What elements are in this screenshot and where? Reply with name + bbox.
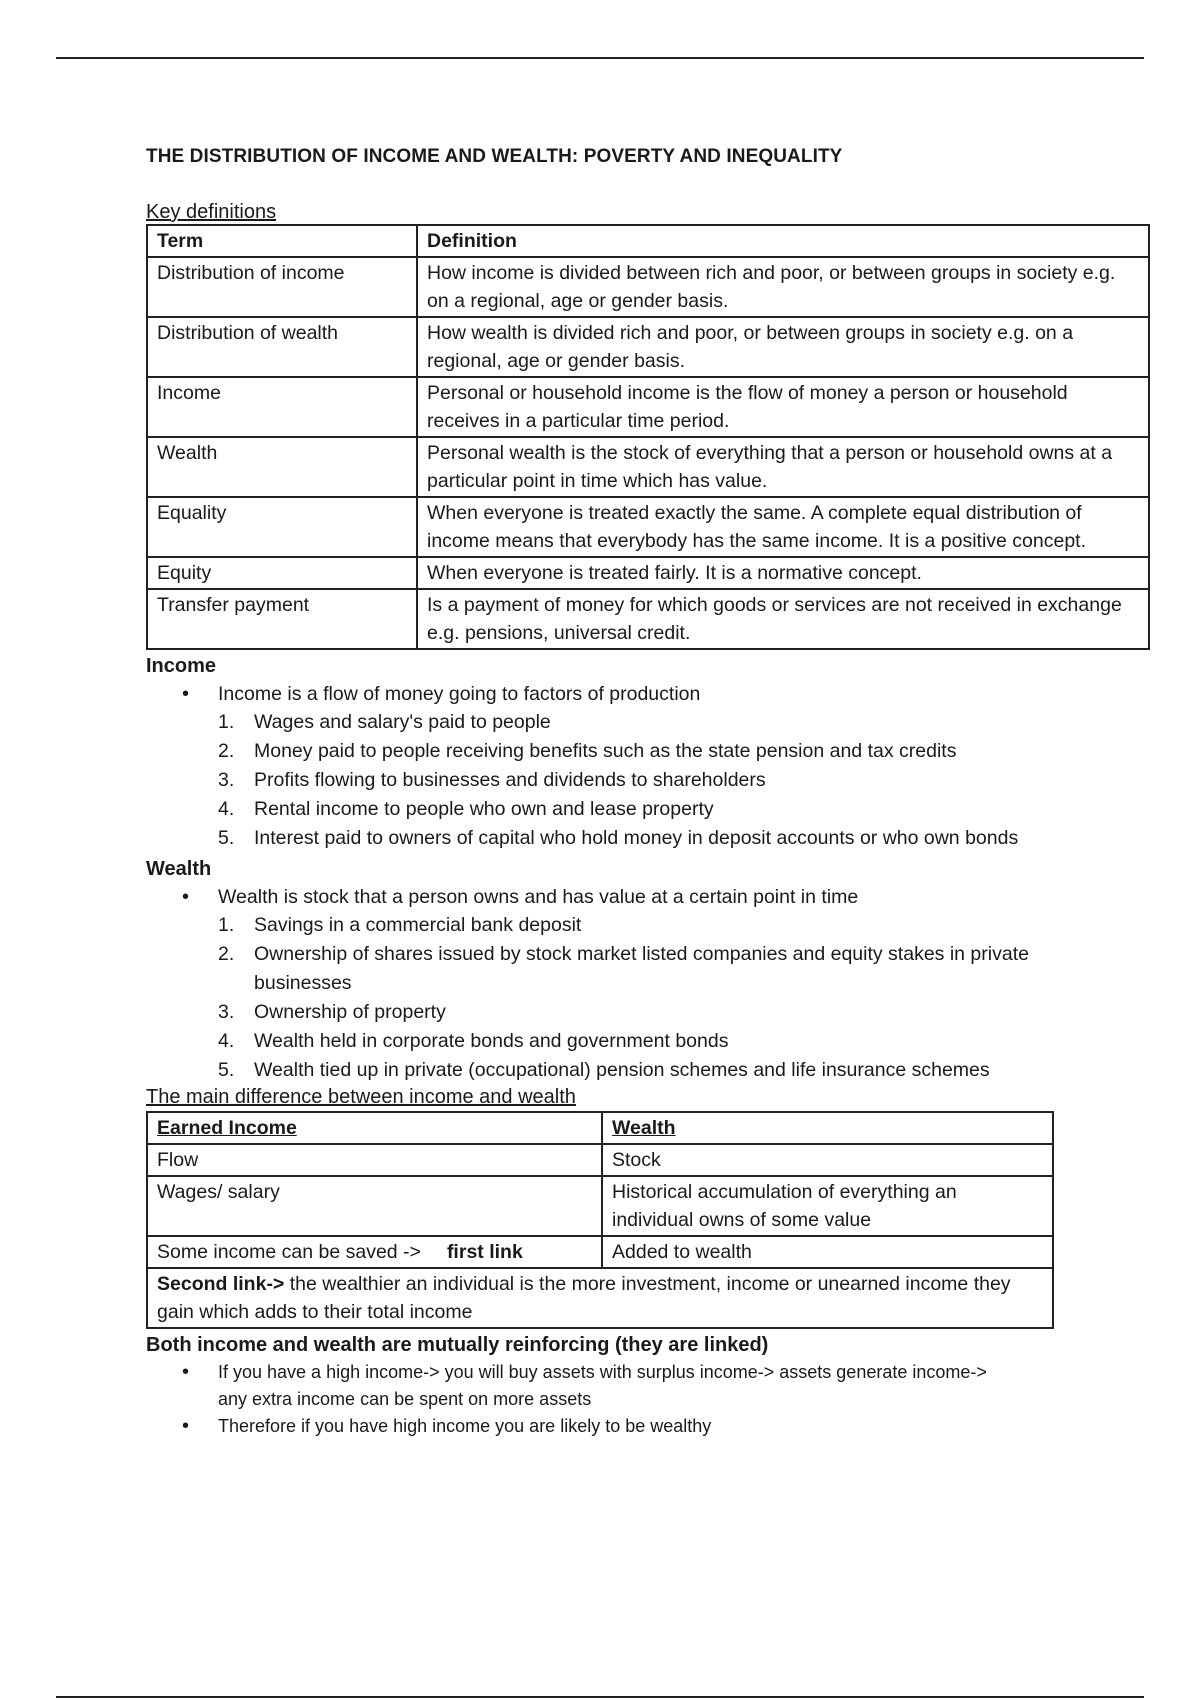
list-item	[146, 998, 1124, 1027]
table-row	[147, 497, 1149, 557]
list-item: • Income is a flow of money going to factors of production	[146, 680, 1156, 708]
definition-cell: Is a payment of money for which goods or services are not received in exchange e.g. pensions, universal credit.	[417, 589, 1149, 649]
term-cell: Income	[147, 377, 417, 437]
header-rule	[56, 57, 1144, 59]
table-row	[147, 1176, 1053, 1236]
item-number: 1.	[218, 711, 235, 733]
second-link-text: the wealthier an individual is the more investment, income or unearned income they gain which adds to their total income	[157, 1273, 1011, 1323]
term-cell: Equality	[147, 497, 417, 557]
list-item	[146, 708, 1124, 737]
key-definitions-heading: Key definitions	[146, 201, 277, 223]
income-bullet-list	[146, 680, 1156, 708]
table-row	[147, 437, 1149, 497]
second-link-cell	[147, 1268, 1053, 1328]
item-text: Ownership of shares issued by stock market listed companies and equity stakes in private businesses	[254, 943, 1029, 994]
wealth-bullet-list	[146, 883, 1156, 911]
income-cell: Wages/ salary	[147, 1176, 602, 1236]
footer-rule	[56, 1696, 1144, 1698]
term-cell: Wealth	[147, 437, 417, 497]
income-cell: Flow	[147, 1144, 602, 1176]
table-row	[147, 377, 1149, 437]
item-number: 2.	[218, 943, 235, 965]
term-cell: Transfer payment	[147, 589, 417, 649]
list-item	[146, 737, 1124, 766]
definition-cell: When everyone is treated exactly the same. A complete equal distribution of income means that everybody has the same income. It is a positive concept.	[417, 497, 1149, 557]
reinforcing-heading: Both income and wealth are mutually reinforcing (they are linked)	[146, 1334, 769, 1356]
table-row	[147, 1268, 1053, 1328]
wealth-heading: Wealth	[146, 858, 212, 880]
list-item: • If you have a high income-> you will buy assets with surplus income-> assets generate income-> any extra income can be spent on more assets	[146, 1359, 1018, 1413]
table-row	[147, 589, 1149, 649]
item-text: Wealth tied up in private (occupational) pension schemes and life insurance schemes	[254, 1059, 990, 1081]
table-row	[147, 557, 1149, 589]
list-item	[146, 766, 1124, 795]
definition-header: Definition	[417, 225, 1149, 257]
table-row	[147, 1236, 1053, 1268]
first-link-label: first link	[446, 1241, 523, 1263]
definitions-table	[146, 224, 1150, 650]
income-numbered-list	[146, 708, 1156, 853]
document-body	[146, 146, 1156, 1440]
term-header: Term	[147, 225, 417, 257]
income-heading: Income	[146, 655, 217, 677]
item-number: 5.	[218, 1059, 235, 1081]
item-number: 4.	[218, 1030, 235, 1052]
table-row	[147, 257, 1149, 317]
item-number: 1.	[218, 914, 235, 936]
item-text: Ownership of property	[254, 1001, 446, 1023]
wealth-numbered-list	[146, 911, 1156, 1085]
definition-cell: When everyone is treated fairly. It is a normative concept.	[417, 557, 1149, 589]
item-number: 2.	[218, 740, 235, 762]
term-cell: Distribution of wealth	[147, 317, 417, 377]
list-item	[146, 824, 1124, 853]
item-number: 4.	[218, 798, 235, 820]
wealth-cell: Added to wealth	[602, 1236, 1053, 1268]
reinforcing-bullet-list	[146, 1359, 1156, 1440]
second-link-label: Second link->	[157, 1273, 285, 1295]
item-text: Wealth held in corporate bonds and government bonds	[254, 1030, 729, 1052]
item-text: Interest paid to owners of capital who hold money in deposit accounts or who own bonds	[254, 827, 1019, 849]
item-number: 3.	[218, 769, 235, 791]
definition-cell: How income is divided between rich and poor, or between groups in society e.g. on a regional, age or gender basis.	[417, 257, 1149, 317]
list-item: • Wealth is stock that a person owns and has value at a certain point in time	[146, 883, 1156, 911]
saved-text: Some income can be saved ->	[157, 1241, 421, 1263]
term-cell: Distribution of income	[147, 257, 417, 317]
definition-cell: How wealth is divided rich and poor, or between groups in society e.g. on a regional, age or gender basis.	[417, 317, 1149, 377]
list-item: • Therefore if you have high income you are likely to be wealthy	[146, 1413, 1018, 1440]
difference-heading: The main difference between income and wealth	[146, 1086, 576, 1108]
item-number: 5.	[218, 827, 235, 849]
wealth-header: Wealth	[602, 1112, 1053, 1144]
definition-cell: Personal or household income is the flow of money a person or household receives in a particular time period.	[417, 377, 1149, 437]
definition-cell: Personal wealth is the stock of everything that a person or household owns at a particular point in time which has value.	[417, 437, 1149, 497]
table-row	[147, 1144, 1053, 1176]
list-item	[146, 911, 1124, 940]
table-header-row	[147, 1112, 1053, 1144]
item-text: Rental income to people who own and lease property	[254, 798, 714, 820]
table-header-row	[147, 225, 1149, 257]
item-text: Money paid to people receiving benefits such as the state pension and tax credits	[254, 740, 957, 762]
list-item	[146, 795, 1124, 824]
wealth-cell: Historical accumulation of everything an individual owns of some value	[602, 1176, 1053, 1236]
item-number: 3.	[218, 1001, 235, 1023]
item-text: Wages and salary's paid to people	[254, 711, 551, 733]
list-item	[146, 1027, 1124, 1056]
page-title: THE DISTRIBUTION OF INCOME AND WEALTH: POVERTY AND INEQUALITY	[146, 146, 843, 167]
wealth-cell: Stock	[602, 1144, 1053, 1176]
income-cell	[147, 1236, 602, 1268]
item-text: Profits flowing to businesses and dividends to shareholders	[254, 769, 766, 791]
table-row	[147, 317, 1149, 377]
comparison-table	[146, 1111, 1054, 1329]
earned-income-header: Earned Income	[147, 1112, 602, 1144]
item-text: Savings in a commercial bank deposit	[254, 914, 582, 936]
term-cell: Equity	[147, 557, 417, 589]
list-item	[146, 1056, 1124, 1085]
list-item	[146, 940, 1124, 998]
